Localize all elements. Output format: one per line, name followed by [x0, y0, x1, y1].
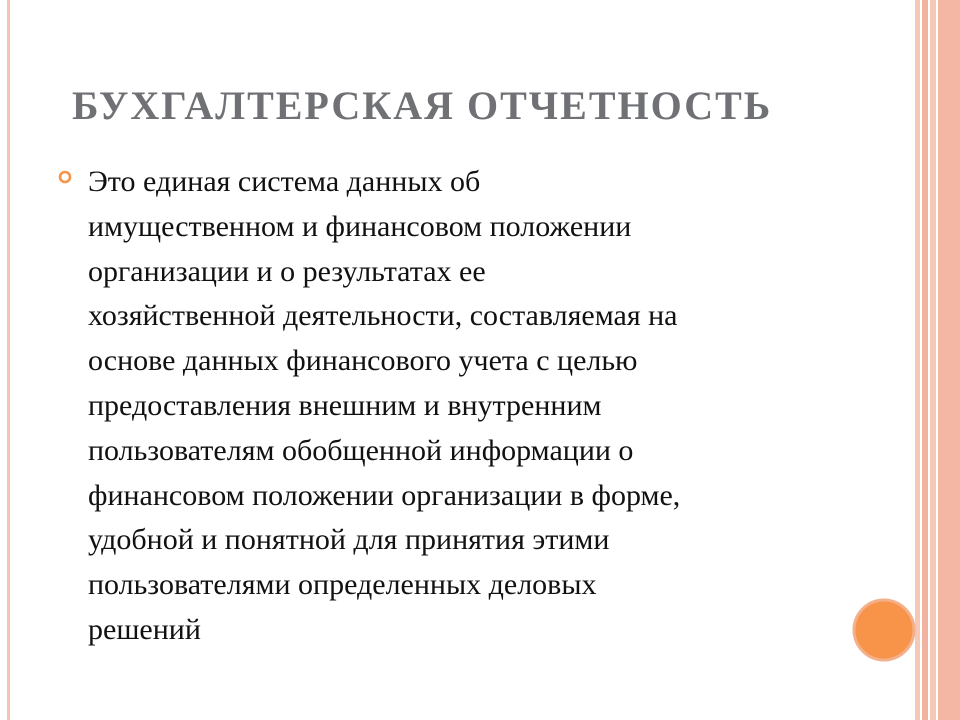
bullet-circle-icon — [58, 170, 72, 184]
bullet-line: организации и о результатах ее — [88, 254, 486, 288]
bullet-line: решений — [88, 612, 201, 646]
right-decor-stripe — [938, 0, 960, 720]
bullet-paragraph — [88, 160, 848, 653]
right-decor-stripe — [930, 0, 936, 720]
bullet-line: пользователям обобщенной информации о — [88, 433, 634, 467]
bullet-line: имущественном и финансовом положении — [88, 209, 632, 243]
bullet-line: удобной и понятной для принятия этими — [88, 523, 610, 557]
bullet-line: основе данных финансового учета с целью — [88, 344, 638, 378]
orange-circle-decoration-icon — [852, 598, 916, 662]
bullet-line: хозяйственной деятельности, составляемая на — [88, 299, 678, 333]
slide-title: БУХГАЛТЕРСКАЯ ОТЧЕТНОСТЬ — [72, 83, 773, 128]
bullet-line: Это единая система данных об — [88, 165, 481, 198]
bullet-line: предоставления внешним и внутренним — [88, 388, 602, 422]
bullet-line: пользователями определенных деловых — [88, 568, 597, 602]
bullet-line: финансовом положении организации в форме, — [88, 478, 681, 512]
left-border-line — [7, 0, 10, 720]
right-decor-stripe — [922, 0, 928, 720]
